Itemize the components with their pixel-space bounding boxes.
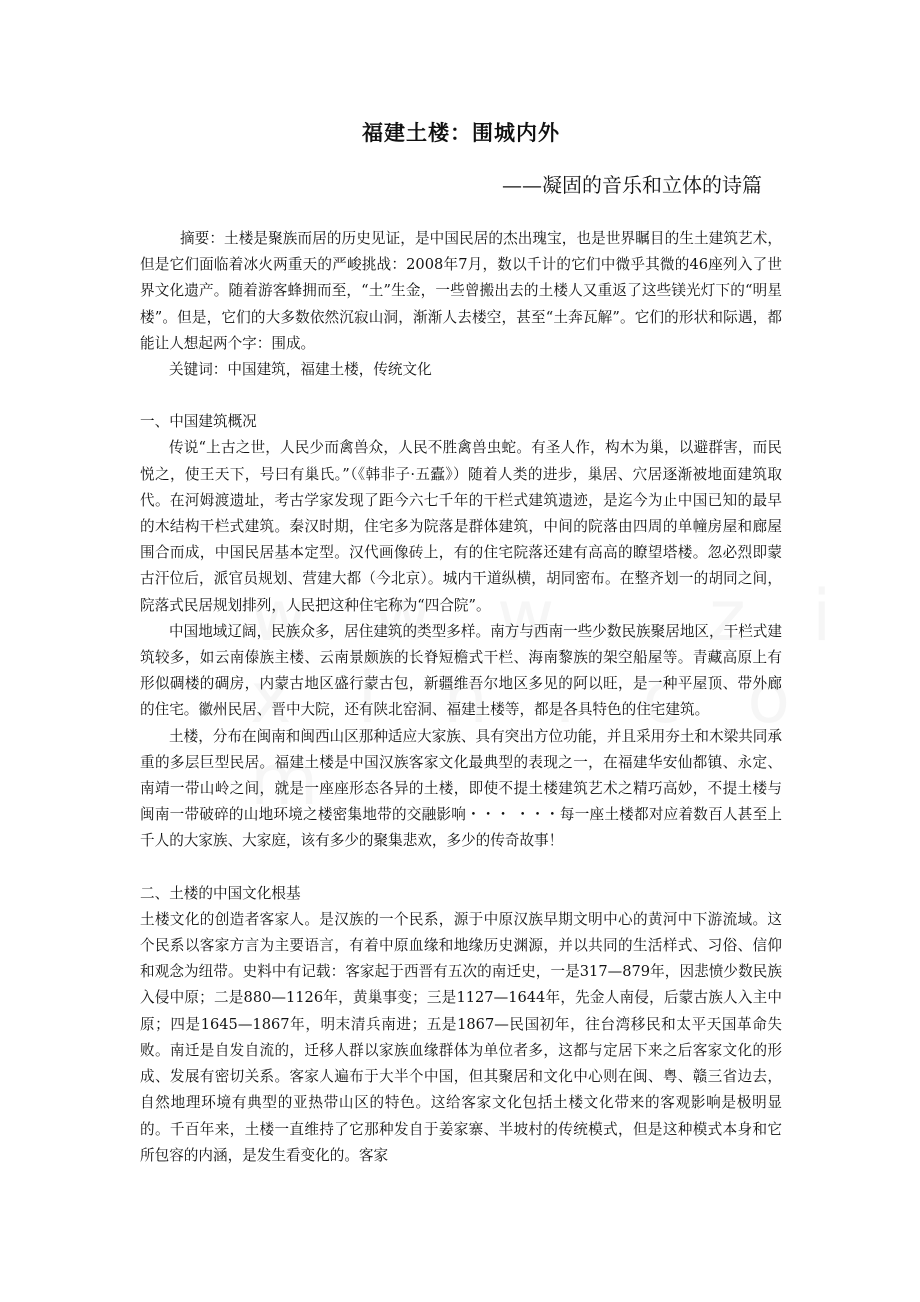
- section-1-paragraph-3: 土楼，分布在闽南和闽西山区那种适应大家族、具有突出方位功能，并且采用夯土和木梁共同承重的多层巨型民居。福建土楼是中国汉族客家文化最典型的表现之一，在福建华安仙都镇、永定、南靖一带山岭之间，就是一座座形态各异的土楼，即使不提土楼建筑艺术之精巧高妙，不提土楼与闽南一带破碎的山地环境之楼密集地带的交融影响・・・ ・・・每一座土楼都对应着数百人甚至上千人的大家族、大家庭，该有多少的聚集悲欢，多少的传奇故事！: [140, 727, 782, 850]
- document-page: [140, 118, 782, 1169]
- section-heading-1: 一、中国建筑概况: [140, 413, 257, 431]
- section-1-paragraph-2: 中国地域辽阔，民族众多，居住建筑的类型多样。南方与西南一些少数民族聚居地区，干栏式建筑较多，如云南傣族主楼、云南景颇族的长脊短檐式干栏、海南黎族的架空船屋等。青藏高原上有形似碉楼的碉房，内蒙古地区盛行蒙古包，新疆维吾尔地区多见的阿以旺，是一种平屋顶、带外廊的住宅。徽州民居、晋中大院，还有陕北窑洞、福建土楼等，都是各具特色的住宅建筑。: [140, 622, 782, 719]
- document-title: 福建土楼：围城内外: [362, 121, 560, 145]
- keywords-line: 关键词：中国建筑，福建土楼，传统文化: [169, 361, 432, 379]
- section-1-paragraph-1: 传说“上古之世，人民少而禽兽众，人民不胜禽兽虫蛇。有圣人作，构木为巢，以避群害，而民悦之，使王天下，号曰有巢氏。”（《韩非子·五蠹》）随着人类的进步，巢居、穴居逐渐被地面建筑取代。在河姆渡遗址，考古学家发现了距今六七千年的干栏式建筑遗迹，是迄今为止中国已知的最早的木结构干栏式建筑。秦汉时期，住宅多为院落是群体建筑，中间的院落由四周的单幢房屋和廊屋围合而成，中国民居基本定型。汉代画像砖上，有的住宅院落还建有高高的瞭望塔楼。忽必烈即蒙古汗位后，派官员规划、营建大都（今北京）。城内干道纵横，胡同密布。在整齐划一的胡同之间，院落式民居规划排列，人民把这种住宅称为“四合院”。: [140, 439, 782, 614]
- section-heading-2: 二、土楼的中国文化根基: [140, 884, 301, 902]
- section-2-paragraph-1: 土楼文化的创造者客家人。是汉族的一个民系，源于中原汉族早期文明中心的黄河中下游流域。这个民系以客家方言为主要语言，有着中原血缘和地缘历史渊源，并以共同的生活样式、习俗、信仰和观念为纽带。史料中有记载：客家起于西晋有五次的南迁史，一是317—879年，因悲愤少数民族入侵中原；二是880—1126年，黄巢事变；三是1127—1644年，先金人南侵，后蒙古族人入主中原；四是1645—1867年，明末清兵南进；五是1867—民国初年，往台湾移民和太平天国革命失败。南迁是自发自流的，迁移人群以家族血缘群体为单位者多，这都与定居下来之后客家文化的形成、发展有密切关系。客家人遍布于大半个中国，但其聚居和文化中心则在闽、粤、赣三省边去，自然地理环境有典型的亚热带山区的特色。这给客家文化包括土楼文化带来的客观影响是极明显的。千百年来，土楼一直维持了它那种发自于姜家寨、半坡村的传统模式，但是这种模式本身和它所包容的内涵，是发生看变化的。客家: [140, 910, 782, 1164]
- document-subtitle: ——凝固的音乐和立体的诗篇: [502, 173, 762, 197]
- abstract-paragraph: 摘要：土楼是聚族而居的历史见证，是中国民居的杰出瑰宝，也是世界瞩目的生土建筑艺术，但是它们面临着冰火两重天的严峻挑战：2008年7月，数以千计的它们中微乎其微的46座列入了世界文化遗产。随着游客蜂拥而至，“土”生金，一些曾搬出去的土楼人又重返了这些镁光灯下的“明星楼”。但是，它们的大多数依然沉寂山洞，渐渐人去楼空，甚至“土奔瓦解”。它们的形状和际遇，都能让人想起两个字：围成。: [140, 230, 782, 352]
